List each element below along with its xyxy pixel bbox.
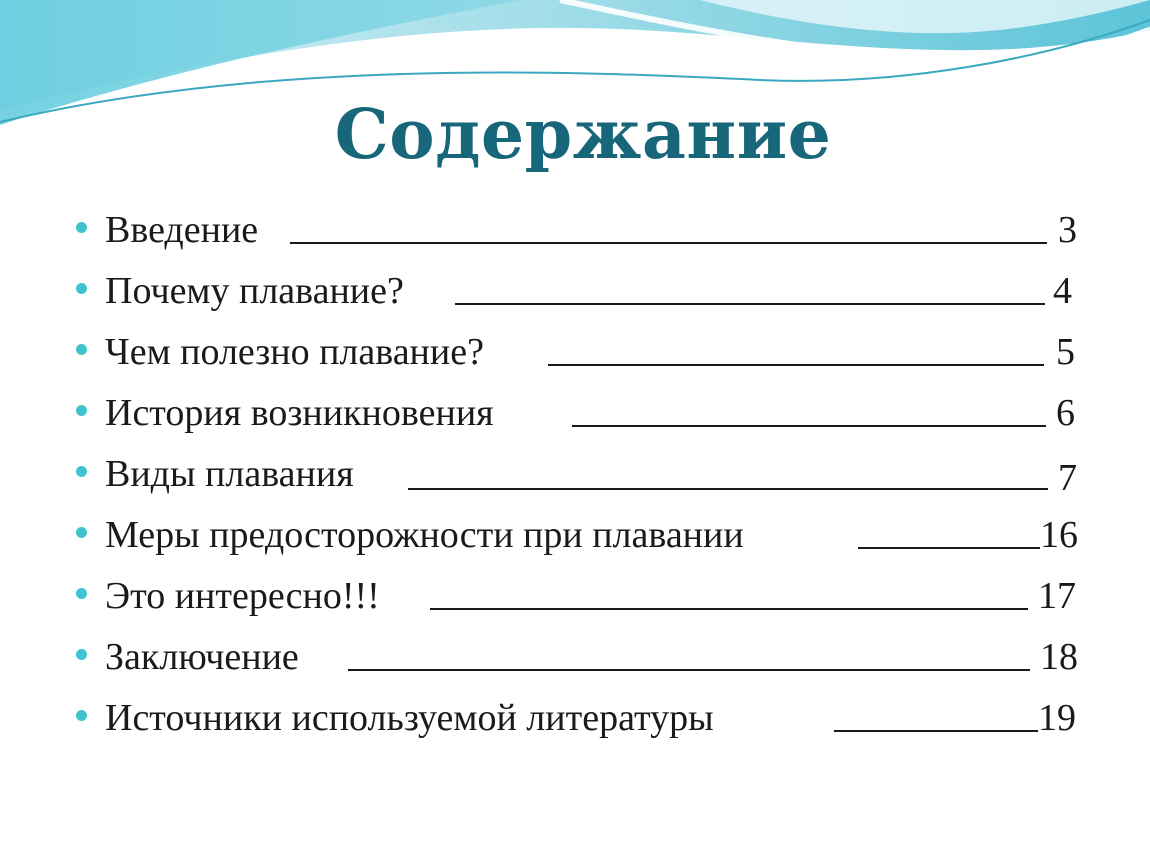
toc-item-label: История возникновения [105, 392, 494, 434]
leader-line [348, 669, 1030, 671]
toc-item-label: Введение [105, 209, 259, 251]
leader-line [834, 730, 1038, 732]
leader-line [408, 488, 1048, 490]
toc-item-page: 5 [1056, 331, 1075, 373]
toc-item-page: 18 [1040, 636, 1078, 678]
bullet-icon [76, 527, 87, 538]
bullet-icon [76, 588, 87, 599]
leader-line [290, 242, 1047, 244]
toc-item [0, 688, 1150, 746]
toc-item-label: Это интересно!!! [105, 575, 380, 617]
leader-line [548, 364, 1044, 366]
toc-item-page: 3 [1058, 209, 1077, 251]
toc-item [0, 322, 1150, 380]
toc-item [0, 505, 1150, 563]
toc-item-label: Заключение [105, 636, 299, 678]
bullet-icon [76, 649, 87, 660]
toc-item [0, 261, 1150, 319]
bullet-icon [76, 222, 87, 233]
bullet-icon [76, 405, 87, 416]
toc-item-page: 4 [1053, 270, 1072, 312]
leader-line [430, 608, 1028, 610]
bullet-icon [76, 283, 87, 294]
leader-line [858, 547, 1040, 549]
toc-item-page: 7 [1058, 457, 1077, 499]
toc-item-page: 17 [1038, 575, 1076, 617]
toc-item [0, 200, 1150, 258]
toc-item-page: 19 [1038, 697, 1076, 739]
leader-line [455, 303, 1045, 305]
bullet-icon [76, 710, 87, 721]
toc-item-page: 16 [1040, 514, 1078, 556]
page-title: Содержание [334, 95, 832, 175]
toc-item-label: Виды плавания [105, 453, 354, 495]
leader-line [572, 425, 1046, 427]
toc-item-label: Почему плавание? [105, 270, 404, 312]
toc-item [0, 444, 1150, 502]
toc-item-label: Источники используемой литературы [105, 697, 714, 739]
toc-item-page: 6 [1056, 392, 1075, 434]
bullet-icon [76, 344, 87, 355]
toc-item [0, 566, 1150, 624]
toc-item-label: Меры предосторожности при плавании [105, 514, 744, 556]
bullet-icon [76, 466, 87, 477]
toc-item-label: Чем полезно плавание? [105, 331, 484, 373]
toc-item [0, 383, 1150, 441]
toc-item [0, 627, 1150, 685]
